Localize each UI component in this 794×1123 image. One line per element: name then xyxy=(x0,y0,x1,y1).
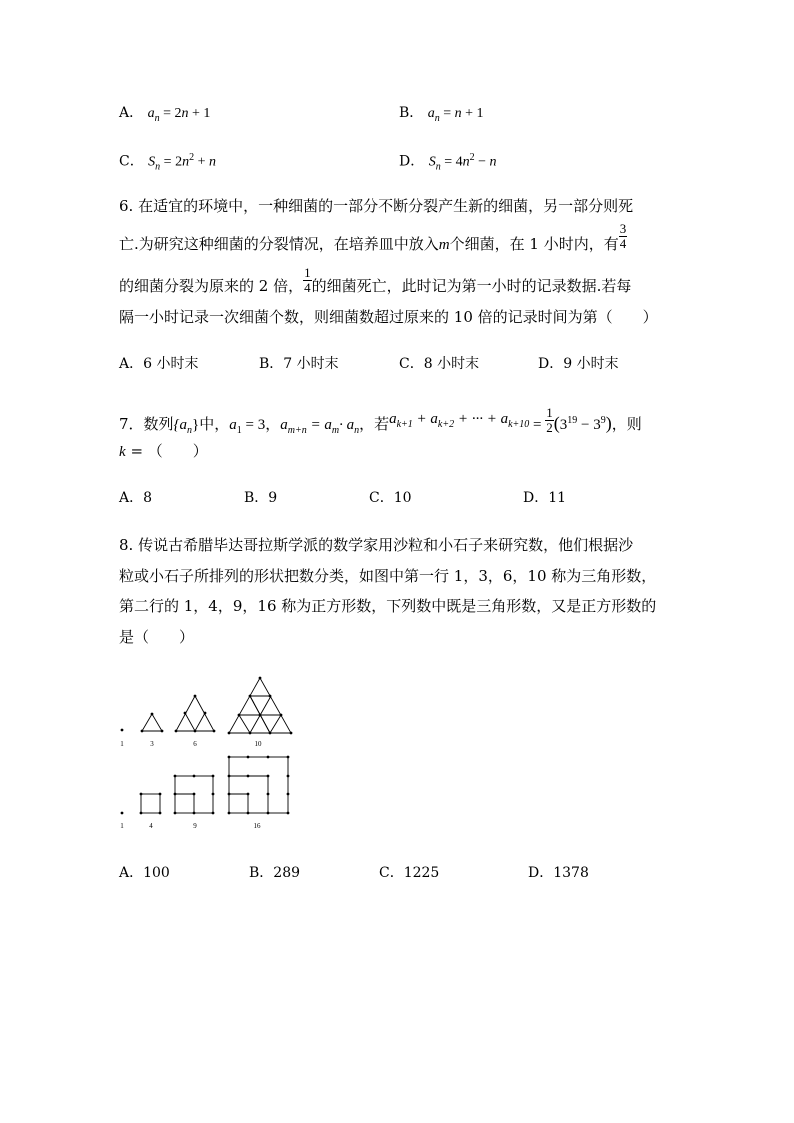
dot xyxy=(247,812,250,815)
q8-option-d: D．1378 xyxy=(528,865,589,881)
dot xyxy=(287,793,290,796)
sq-label-9: 9 xyxy=(193,822,197,830)
dot xyxy=(287,756,290,759)
q6-line-1: 6. 在适宜的环境中，一种细菌的一部分不断分裂产生新的细菌，另一部分则死 xyxy=(119,197,634,215)
dot xyxy=(159,812,162,815)
math-text: = 2 xyxy=(159,106,182,121)
math-sub: n xyxy=(354,425,360,436)
math-sub: 1 xyxy=(236,425,242,436)
triangle-10-inner-3 xyxy=(250,696,281,733)
option-label: C． xyxy=(119,153,144,170)
dot xyxy=(228,732,231,735)
square-4 xyxy=(141,794,160,813)
dot xyxy=(175,730,178,733)
dot xyxy=(204,712,207,715)
math-sub: n xyxy=(434,112,440,124)
dot xyxy=(280,714,283,717)
dot xyxy=(212,793,215,796)
math-text: = xyxy=(439,106,455,121)
square-shapes xyxy=(141,757,288,813)
dot xyxy=(121,729,124,732)
math-var: S xyxy=(428,154,436,170)
sq-label-16: 16 xyxy=(253,822,261,830)
q6-option-c: C．8 小时末 xyxy=(399,356,480,372)
math-var: k xyxy=(119,444,126,460)
q5-option-a xyxy=(119,104,210,128)
math-text: + a xyxy=(412,411,438,427)
fraction-numerator: 3 xyxy=(619,220,627,236)
q6-line-4: 隔一小时记录一次细菌个数，则细菌数超过原来的 10 倍的记录时间为第（ ） xyxy=(119,308,658,326)
dot xyxy=(228,756,231,759)
square-9-inner xyxy=(175,794,194,813)
sq-label-1: 1 xyxy=(120,822,124,830)
q5-option-c xyxy=(119,149,216,176)
dot xyxy=(193,775,196,778)
math-text: · a xyxy=(339,417,355,433)
q8-option-a: A．100 xyxy=(119,865,170,881)
math-var: n xyxy=(182,154,190,170)
q8-line-1: 8. 传说古希腊毕达哥拉斯学派的数学家用沙粒和小石子来研究数，他们根据沙 xyxy=(119,536,634,554)
dot xyxy=(174,812,177,815)
tri-label-6: 6 xyxy=(193,740,197,748)
triangle-3 xyxy=(142,714,162,731)
dot xyxy=(287,812,290,815)
text: ，则 xyxy=(611,415,642,433)
dot xyxy=(259,677,262,680)
fraction-one-half xyxy=(545,406,554,435)
math-text: − xyxy=(577,417,594,433)
math-var: a xyxy=(389,411,397,427)
fraction-one-quarter xyxy=(303,266,312,295)
math-var: n xyxy=(462,154,470,170)
dot xyxy=(159,793,162,796)
math-text: 3 xyxy=(593,417,601,433)
dot xyxy=(213,730,216,733)
dot xyxy=(228,775,231,778)
q7-line-2 xyxy=(119,441,208,462)
math-var: a xyxy=(147,106,155,121)
dot xyxy=(212,775,215,778)
q7-option-a: A．8 xyxy=(119,490,153,506)
dot xyxy=(161,730,164,733)
math-var: {a xyxy=(173,417,188,433)
triangle-10 xyxy=(229,678,291,733)
text: 的细菌分裂为原来的 2 倍， xyxy=(119,277,304,295)
fraction-denominator: 4 xyxy=(619,235,627,251)
dot xyxy=(267,756,270,759)
dot xyxy=(193,812,196,815)
math-sub: k+1 xyxy=(396,419,413,430)
math-paren: ) xyxy=(605,413,612,433)
dot xyxy=(140,793,143,796)
dot xyxy=(267,775,270,778)
math-sub: n xyxy=(187,425,193,436)
dot xyxy=(269,695,272,698)
q5-option-d xyxy=(399,149,497,176)
math-sup: 9 xyxy=(600,415,606,426)
fraction-numerator: 1 xyxy=(546,404,553,420)
dot xyxy=(247,775,250,778)
fraction-denominator: 4 xyxy=(304,279,311,295)
math-text: + ··· + a xyxy=(454,411,509,427)
dot xyxy=(140,812,143,815)
dot xyxy=(174,775,177,778)
q8-option-b: B．289 xyxy=(249,865,301,881)
dot xyxy=(212,812,215,815)
math-text: 3 xyxy=(559,417,568,433)
math-text: = a xyxy=(306,417,332,433)
text: 中， xyxy=(199,415,230,433)
dot xyxy=(228,812,231,815)
dot xyxy=(290,732,293,735)
q8-line-3: 第二行的 1，4，9，16 称为正方形数，下列数中既是三角形数，又是正方形数的 xyxy=(119,597,657,615)
q5-option-b xyxy=(399,104,484,128)
triangle-dots xyxy=(121,677,293,735)
option-label: A． xyxy=(119,105,144,121)
math-text: = 3， xyxy=(241,417,281,433)
option-label: B． xyxy=(399,105,424,121)
q8-option-c: C．1225 xyxy=(379,865,440,881)
text: 7．数列 xyxy=(119,415,174,433)
q7-option-c: C．10 xyxy=(369,490,412,506)
q7-option-b: B．9 xyxy=(244,490,278,506)
dot xyxy=(228,793,231,796)
math-text: + xyxy=(194,154,209,170)
sq-label-4: 4 xyxy=(149,822,153,830)
dot xyxy=(267,793,270,796)
q7-line-1 xyxy=(119,404,642,441)
math-sup: 19 xyxy=(567,415,578,426)
dot xyxy=(247,756,250,759)
q6-option-b: B．7 小时末 xyxy=(259,356,339,372)
math-sub: n xyxy=(154,112,160,124)
math-var: n xyxy=(489,154,497,170)
dot xyxy=(174,793,177,796)
math-sub: m+n xyxy=(287,425,307,436)
math-text: = xyxy=(529,417,546,433)
tri-label-1: 1 xyxy=(120,740,124,748)
q7-option-d: D．11 xyxy=(523,490,567,506)
math-text: } xyxy=(192,417,200,433)
math-sub: n xyxy=(155,161,161,173)
math-sub: k+2 xyxy=(437,419,455,430)
math-text: − xyxy=(474,154,490,170)
dot xyxy=(194,730,197,733)
tri-label-10: 10 xyxy=(254,740,262,748)
text: ，若 xyxy=(359,415,390,433)
option-label: D． xyxy=(399,153,425,170)
square-16 xyxy=(229,757,288,813)
q8-line-2: 粒或小石子所排列的形状把数分类，如图中第一行 1，3，6，10 称为三角形数， xyxy=(119,567,657,585)
triangle-shapes xyxy=(142,678,291,733)
dot xyxy=(184,712,187,715)
figurate-numbers-figure xyxy=(110,670,310,835)
math-var: n xyxy=(181,106,189,121)
dot xyxy=(259,714,262,717)
fraction-three-quarters xyxy=(619,222,628,251)
dot xyxy=(238,714,241,717)
dot xyxy=(249,732,252,735)
square-16-inner-2 xyxy=(229,794,248,813)
math-var: n xyxy=(454,106,462,121)
q8-line-4: 是（ ） xyxy=(119,628,195,646)
dot xyxy=(151,713,154,716)
dot xyxy=(141,730,144,733)
math-var: n xyxy=(208,154,216,170)
q6-line-3 xyxy=(119,264,632,296)
math-var: a xyxy=(427,106,435,121)
dot xyxy=(267,812,270,815)
fraction-numerator: 1 xyxy=(304,264,311,280)
math-text: + 1 xyxy=(188,106,211,121)
math-sub: k+10 xyxy=(508,419,530,430)
dot xyxy=(247,793,250,796)
dot xyxy=(194,695,197,698)
dot xyxy=(193,793,196,796)
triangle-10-inner-2 xyxy=(239,696,271,733)
q6-line-2 xyxy=(119,220,627,255)
math-sup: 2 xyxy=(469,152,475,163)
dot xyxy=(287,775,290,778)
text: 个细菌，在 1 小时内，有 xyxy=(449,235,619,253)
triangle-6-inner xyxy=(185,713,205,731)
math-text: = 2 xyxy=(160,154,183,170)
math-var: a xyxy=(280,417,288,433)
square-dots xyxy=(121,756,290,815)
text: 的细菌死亡，此时记为第一小时的记录数据.若每 xyxy=(311,277,632,295)
math-var: m xyxy=(438,237,450,253)
dot xyxy=(269,732,272,735)
text: 亡.为研究这种细菌的分裂情况，在培养皿中放入 xyxy=(119,235,439,253)
q6-option-d: D．9 小时末 xyxy=(538,356,619,372)
triangle-6 xyxy=(176,696,214,731)
math-text: + 1 xyxy=(461,106,484,121)
text: = （ ） xyxy=(125,442,208,460)
math-sup: 2 xyxy=(189,152,195,163)
math-text: = 4 xyxy=(440,154,463,170)
tri-label-3: 3 xyxy=(150,740,154,748)
math-sub: n xyxy=(435,161,441,173)
math-paren: ( xyxy=(553,413,560,433)
fraction-denominator: 2 xyxy=(546,419,553,435)
dot xyxy=(121,812,124,815)
math-var: S xyxy=(148,154,156,170)
math-var: a xyxy=(229,417,237,433)
math-sub: m xyxy=(331,425,340,436)
q6-option-a: A．6 小时末 xyxy=(119,356,199,372)
dot xyxy=(249,695,252,698)
sum-expression xyxy=(389,409,530,430)
